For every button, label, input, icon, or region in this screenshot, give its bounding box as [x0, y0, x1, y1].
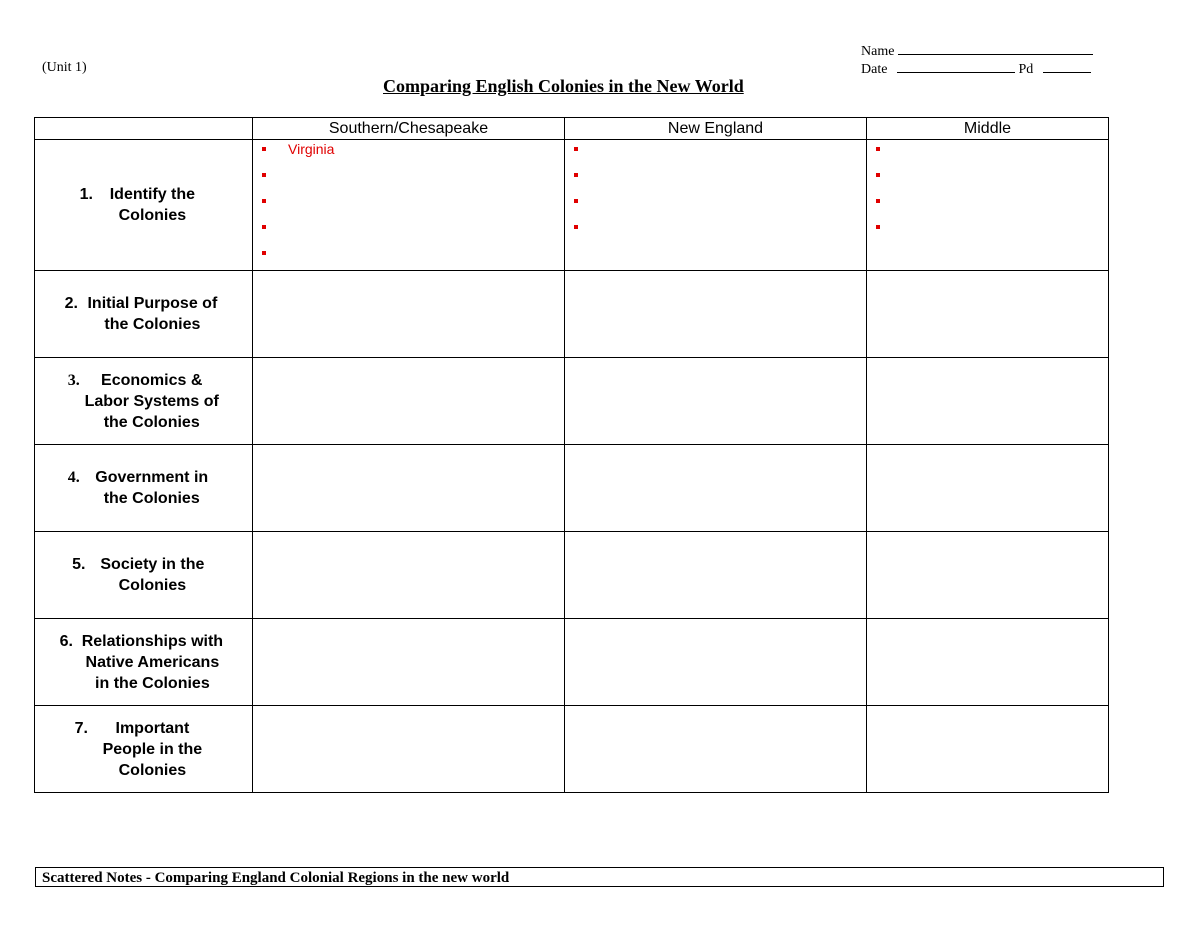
- date-field[interactable]: [861, 60, 1091, 78]
- column-header-middle: Middle: [867, 118, 1109, 140]
- table-row: [35, 532, 1109, 619]
- row-number: 3.: [67, 371, 80, 389]
- comparison-table: [34, 117, 1109, 793]
- row-number: 6.: [59, 632, 73, 650]
- new-england-cell[interactable]: [565, 271, 867, 358]
- row-label-text: Relationships with Native Americans in the Colonies: [81, 632, 224, 692]
- row-number: 2.: [64, 295, 78, 312]
- list-item: [253, 193, 564, 219]
- list-item: [565, 219, 866, 245]
- table-row: [35, 445, 1109, 532]
- bullet-icon: [262, 225, 266, 229]
- new-england-cell[interactable]: [565, 358, 867, 445]
- list-item: [867, 193, 1108, 219]
- colony-name: Virginia: [288, 141, 335, 157]
- date-label: Date: [861, 62, 888, 77]
- bullet-icon: [876, 199, 880, 203]
- row-label: [35, 445, 253, 532]
- table-row: [35, 140, 1109, 271]
- row-label-text: Initial Purpose of the Colonies: [87, 295, 218, 333]
- list-item: [253, 245, 564, 271]
- row-number: 5.: [72, 556, 86, 573]
- name-line[interactable]: [898, 42, 1093, 55]
- row-label: [35, 271, 253, 358]
- row-label: [35, 358, 253, 445]
- new-england-identify-cell[interactable]: [565, 140, 867, 271]
- bullet-icon: [876, 173, 880, 177]
- new-england-cell[interactable]: [565, 532, 867, 619]
- bullet-icon: [574, 147, 578, 151]
- southern-cell[interactable]: [253, 532, 565, 619]
- name-field[interactable]: [861, 42, 1093, 60]
- southern-cell[interactable]: [253, 271, 565, 358]
- table-header-row: [35, 118, 1109, 140]
- row-label: [35, 619, 253, 706]
- list-item: [867, 219, 1108, 245]
- row-label-text: Economics & Labor Systems of the Colonies: [84, 371, 219, 431]
- column-header-new-england: New England: [565, 118, 867, 140]
- middle-cell[interactable]: [867, 445, 1109, 532]
- middle-identify-cell[interactable]: [867, 140, 1109, 271]
- middle-cell[interactable]: [867, 271, 1109, 358]
- row-number: 4.: [67, 469, 80, 486]
- pd-label: Pd: [1018, 62, 1034, 77]
- list-item: [565, 167, 866, 193]
- list-item: [253, 167, 564, 193]
- new-england-cell[interactable]: [565, 706, 867, 793]
- table-row: [35, 619, 1109, 706]
- row-label: [35, 706, 253, 793]
- date-line[interactable]: [897, 60, 1015, 73]
- bullet-icon: [262, 251, 266, 255]
- list-item: [867, 167, 1108, 193]
- bullet-icon: [262, 199, 266, 203]
- list-item: [867, 141, 1108, 167]
- row-label: [35, 532, 253, 619]
- row-number: 7.: [74, 719, 88, 737]
- new-england-cell[interactable]: [565, 619, 867, 706]
- bullet-icon: [876, 147, 880, 151]
- list-item: [565, 193, 866, 219]
- footer-note: Scattered Notes - Comparing England Colonial Regions in the new world: [35, 867, 1164, 887]
- column-header-southern: Southern/Chesapeake: [253, 118, 565, 140]
- unit-label: (Unit 1): [42, 60, 87, 75]
- name-label: Name: [861, 44, 895, 59]
- southern-identify-cell[interactable]: [253, 140, 565, 271]
- row-label-text: Important People in the Colonies: [102, 719, 203, 779]
- list-item: [565, 141, 866, 167]
- table-row: [35, 271, 1109, 358]
- middle-cell[interactable]: [867, 532, 1109, 619]
- middle-cell[interactable]: [867, 358, 1109, 445]
- bullet-icon: [574, 173, 578, 177]
- middle-cell[interactable]: [867, 706, 1109, 793]
- column-header-blank: [35, 118, 253, 140]
- southern-cell[interactable]: [253, 706, 565, 793]
- middle-cell[interactable]: [867, 619, 1109, 706]
- list-item: [253, 141, 564, 167]
- bullet-icon: [876, 225, 880, 229]
- row-label-text: Identify the Colonies: [109, 186, 196, 224]
- row-label-text: Society in the Colonies: [100, 556, 205, 594]
- row-label: [35, 140, 253, 271]
- table-row: [35, 358, 1109, 445]
- southern-cell[interactable]: [253, 619, 565, 706]
- page-title: Comparing English Colonies in the New World: [383, 76, 744, 96]
- table-row: [35, 706, 1109, 793]
- southern-cell[interactable]: [253, 445, 565, 532]
- bullet-icon: [574, 199, 578, 203]
- pd-line[interactable]: [1043, 60, 1091, 73]
- bullet-icon: [262, 173, 266, 177]
- new-england-cell[interactable]: [565, 445, 867, 532]
- southern-cell[interactable]: [253, 358, 565, 445]
- row-number: 1.: [79, 186, 93, 203]
- bullet-icon: [262, 147, 266, 151]
- list-item: [253, 219, 564, 245]
- row-label-text: Government in the Colonies: [95, 469, 209, 507]
- bullet-icon: [574, 225, 578, 229]
